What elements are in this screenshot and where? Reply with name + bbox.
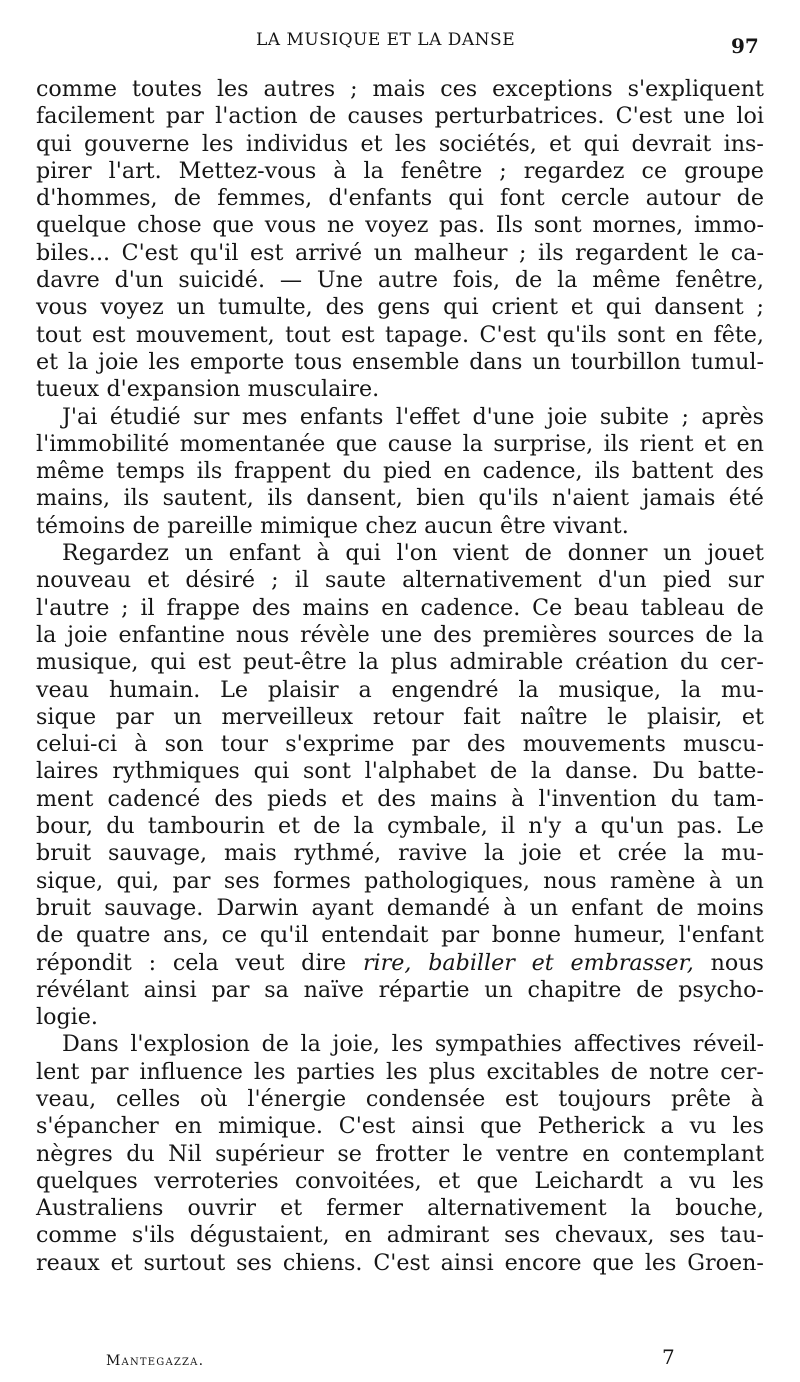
text-line: logie. bbox=[36, 1004, 98, 1031]
text-line: de quatre ans, ce qu'il entendait par bonne humeur, l'enfant bbox=[36, 922, 764, 949]
text-line: Dans l'explosion de la joie, les sympathies affectives réveil- bbox=[62, 1031, 764, 1058]
sheet-number: 7 bbox=[662, 1345, 675, 1369]
text-line: sique, qui, par ses formes pathologiques, nous ramène à un bbox=[36, 867, 764, 894]
text-line: l'immobilité momentanée que cause la surprise, ils rient et en bbox=[36, 430, 764, 457]
text-line: comme s'ils dégustaient, en admirant ses chevaux, ses tau- bbox=[36, 1222, 764, 1249]
text-line: biles... C'est qu'il est arrivé un malheur ; ils regardent le ca- bbox=[36, 239, 764, 266]
text-line: même temps ils frappent du pied en cadence, ils battent des bbox=[36, 458, 764, 485]
running-header bbox=[0, 30, 800, 60]
text-line: quelques verroteries convoitées, et que Leichardt a vu les bbox=[36, 1167, 764, 1194]
text-line: facilement par l'action de causes perturbatrices. C'est une loi bbox=[36, 103, 764, 130]
running-title: LA MUSIQUE ET LA DANSE bbox=[256, 30, 516, 50]
text-line: témoins de pareille mimique chez aucun être vivant. bbox=[36, 512, 629, 539]
text-line: comme toutes les autres ; mais ces exceptions s'expliquent bbox=[36, 76, 764, 102]
text-line: tueux d'expansion musculaire. bbox=[36, 376, 380, 403]
text-line: s'épancher en mimique. C'est ainsi que Petherick a vu les bbox=[36, 1113, 764, 1140]
text-line: bruit sauvage. Darwin ayant demandé à un enfant de moins bbox=[36, 894, 764, 921]
text-line: l'autre ; il frappe des mains en cadence. Ce beau tableau de bbox=[36, 594, 764, 621]
text-line: bruit sauvage, mais rythmé, ravive la joie et crée la mu- bbox=[36, 840, 764, 867]
text-line: lent par influence les parties les plus excitables de notre cer- bbox=[36, 1058, 764, 1085]
text-line: la joie enfantine nous révèle une des premières sources de la bbox=[36, 621, 764, 648]
text-line: nègres du Nil supérieur se frotter le ventre en contemplant bbox=[36, 1140, 764, 1167]
text-line: nouveau et désiré ; il saute alternativement d'un pied sur bbox=[36, 567, 764, 594]
text-line: tout est mouvement, tout est tapage. C'est qu'ils sont en fête, bbox=[36, 321, 764, 348]
text-line: reaux et surtout ses chiens. C'est ainsi encore que les Groen- bbox=[36, 1249, 764, 1276]
text-line: sique par un merveilleux retour fait naître le plaisir, et bbox=[36, 703, 764, 730]
text-line: laires rythmiques qui sont l'alphabet de la danse. Du batte- bbox=[36, 758, 764, 785]
text-line: bour, du tambourin et de la cymbale, il n'y a qu'un pas. Le bbox=[36, 813, 764, 840]
text-line: quelque chose que vous ne voyez pas. Ils sont mornes, immo- bbox=[36, 212, 764, 239]
text-line: J'ai étudié sur mes enfants l'effet d'une joie subite ; après bbox=[62, 403, 764, 430]
text-line: ment cadencé des pieds et des mains à l'invention du tam- bbox=[36, 785, 764, 812]
text-line: veau humain. Le plaisir a engendré la musique, la mu- bbox=[36, 676, 764, 703]
body-text bbox=[36, 76, 764, 1277]
text-line: et la joie les emporte tous ensemble dans un tourbillon tumul- bbox=[36, 348, 764, 375]
page-number: 97 bbox=[731, 34, 759, 58]
text-line: celui-ci à son tour s'exprime par des mouvements muscu- bbox=[36, 731, 764, 758]
text-line: vous voyez un tumulte, des gens qui crient et qui dansent ; bbox=[36, 294, 764, 321]
text-line: musique, qui est peut-être la plus admirable création du cer- bbox=[36, 649, 764, 676]
text-line: d'hommes, de femmes, d'enfants qui font cercle autour de bbox=[36, 185, 764, 212]
text-line: Regardez un enfant à qui l'on vient de donner un jouet bbox=[62, 540, 764, 567]
text-line: veau, celles où l'énergie condensée est toujours prête à bbox=[36, 1085, 764, 1112]
text-line: mains, ils sautent, ils dansent, bien qu'ils n'aient jamais été bbox=[36, 485, 764, 512]
page-footer bbox=[0, 1345, 800, 1375]
signature-mark: Mantegazza. bbox=[106, 1353, 205, 1369]
text-line: Australiens ouvrir et fermer alternativement la bouche, bbox=[36, 1195, 764, 1222]
text-line: pirer l'art. Mettez-vous à la fenêtre ; regardez ce groupe bbox=[36, 157, 764, 184]
text-line: davre d'un suicidé. — Une autre fois, de la même fenêtre, bbox=[36, 267, 764, 294]
text-line: qui gouverne les individus et les sociétés, et qui devrait ins- bbox=[36, 130, 764, 157]
text-line: révélant ainsi par sa naïve répartie un chapitre de psycho- bbox=[36, 976, 764, 1003]
text-line: répondit : cela veut dire rire, babiller et embrasser, nous bbox=[36, 949, 764, 976]
